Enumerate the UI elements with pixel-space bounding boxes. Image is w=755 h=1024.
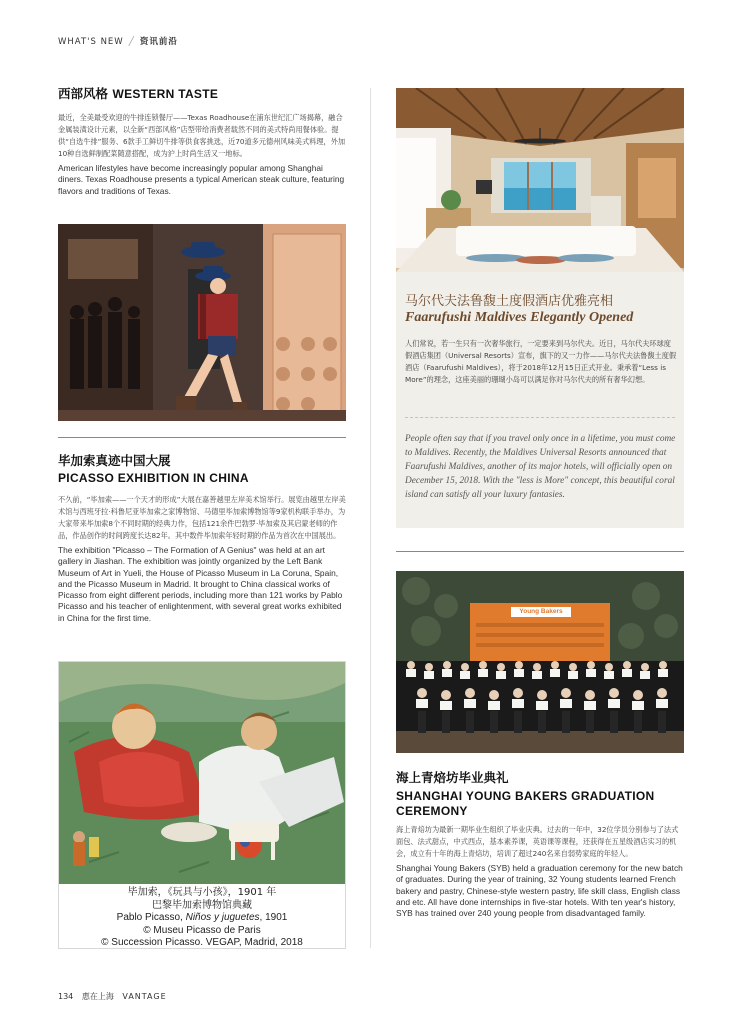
maldives-title-cn: 马尔代夫法鲁馥土度假酒店优雅亮相 (405, 294, 614, 309)
page-number: 134 (58, 992, 74, 1001)
young-bakers-section (396, 768, 684, 919)
maldives-body-en: People often say that if you travel only once in a lifetime, you must come to Maldives. Recently, the Maldives Universal Resorts announced that Faarufushi Maldives, another of its major hotels, will officially open on December 15, 2018. With the "less is More" concept, this beautiful coral island can satisfy all your luxury fantasies. (405, 434, 676, 500)
picasso-painting-image (58, 661, 346, 949)
texas-roadhouse-photo (58, 224, 346, 421)
caption-work: Niños y juguetes (185, 912, 260, 923)
maldives-title-en: Faarufushi Maldives Elegantly Opened (405, 310, 634, 325)
maldives-resort-photo (396, 88, 684, 272)
bakers-title-en-2: CEREMONY (396, 804, 468, 818)
magazine-name-en: VANTAGE (122, 992, 167, 1001)
western-title-en: WESTERN TASTE (112, 87, 219, 101)
section-label-cn: 资讯前沿 (139, 37, 178, 47)
bakers-body-cn: 海上青焙坊为最新一期毕业生组织了毕业庆典。过去的一年中，32位学员分别参与了法式面包、法式甜点，中式西点，基本素养课，英语课等课程，还获得在五星级酒店实习的机会，成立有十年的海上青焙坊，培训了超过240名来自弱势家庭的年轻人。 (396, 825, 679, 858)
picasso-caption (59, 884, 345, 949)
caption-year: , 1901 (259, 912, 288, 923)
magazine-name-cn: 惠在上海 (81, 992, 114, 1001)
western-taste-title (58, 84, 346, 103)
bakers-title-cn: 海上青焙坊毕业典礼 (396, 770, 509, 785)
section-divider (58, 437, 346, 438)
column-divider (370, 88, 371, 948)
page-footer (58, 991, 173, 1002)
picasso-section (58, 451, 346, 624)
western-title-cn: 西部风格 (58, 86, 109, 101)
caption-artist: Pablo Picasso, (116, 912, 186, 923)
picasso-title-en: PICASSO EXHIBITION IN CHINA (58, 471, 249, 485)
caption-en-copyright: © Succession Picasso. VEGAP, Madrid, 2018 (101, 937, 303, 948)
section-divider (396, 551, 684, 552)
caption-en-museum: © Museu Picasso de Paris (143, 924, 261, 936)
western-taste-section (58, 84, 346, 197)
maldives-panel (396, 272, 684, 528)
caption-cn-title: 毕加索，《玩具与小孩》，1901 年 (127, 887, 277, 898)
picasso-body-cn: 不久前，“毕加索——一个天才的形成”大展在嘉善越里左岸美术馆举行。展览由越里左岸美术馆与西班牙拉·科鲁尼亚毕加索之家博物馆、马德里毕加索博物馆等9家机构联手举办，为大家带来毕加索8个不同时期的经典力作，包括121余件巴勃罗·毕加索及其启蒙老师的作品，作品创作的时间跨度长达82年。其中数件毕加索年轻时期的作品为首次在中国展出。 (58, 495, 346, 540)
bakers-title-en-1: SHANGHAI YOUNG BAKERS GRADUATION (396, 789, 655, 803)
western-body-en: American lifestyles have become increasingly popular among Shanghai diners. Texas Roadhouse presents a typical American steak culture, featuring flavors and traditions of Texas. (58, 163, 345, 196)
header-divider: ╱ (128, 37, 135, 47)
young-bakers-banner: Young Bakers (519, 608, 563, 615)
maldives-body-cn: 人们常说，若一生只有一次奢华旅行，一定要来到马尔代夫。近日，马尔代夫环球度假酒店集团（Universal Resorts）宣布，旗下的又一力作——马尔代夫法鲁馥土度假酒店（Faarufushi Maldives），将于2018年12月15日正式开业。秉承着“Less is More”的理念，这座美丽的珊瑚小岛可以满足你对马尔代夫的所有奢华幻想。 (405, 339, 677, 384)
section-label-en: WHAT'S NEW (58, 37, 124, 47)
picasso-title-cn: 毕加索真迹中国大展 (58, 453, 171, 468)
caption-en-title (59, 912, 345, 925)
bakers-body-en: Shanghai Young Bakers (SYB) held a graduation ceremony for the new batch of graduates. During the year of training, 32 Young students learned French bakery and pastry, Chinese-style western pastry, life skill class, English class and etc. All have done internships in five-star hotels. With ten year's history, SYB has trained over 240 young people from disadvantaged family. (396, 863, 683, 919)
panel-divider (405, 417, 675, 418)
picasso-body-en: The exhibition "Picasso – The Formation of A Genius" was held at an art gallery in Jiashan. The exhibition was jointly organized by the Left Bank Museum of Art in Yueli, the House of Picasso Museum in La Coruna, Spain, and the Picasso Museum in Madrid. It brought to China classical works of Picasso from eight different periods, including more than 121 works by Pablo Picasso and his teacher of enlightenment, with several great works exhibited in China for the first time. (58, 545, 343, 623)
caption-cn-museum: 巴黎毕加索博物馆典藏 (152, 900, 252, 911)
young-bakers-graduation-photo (396, 571, 684, 753)
page-header (58, 35, 178, 47)
western-body-cn: 最近，全美最受欢迎的牛排连锁餐厅——Texas Roadhouse在浦东世纪汇广场揭幕，融合金属装潢设计元素，以全新“西部风格”店型带给消费者载然不同的美式特尚用餐体验。提供“自选牛排”服务、6款手工鲜切牛排等供食客挑选，近70道多元德州风味美式料理，外加10种自选鲜制配菜随意搭配，成为沪上时尚生活又一地标。 (58, 113, 346, 158)
